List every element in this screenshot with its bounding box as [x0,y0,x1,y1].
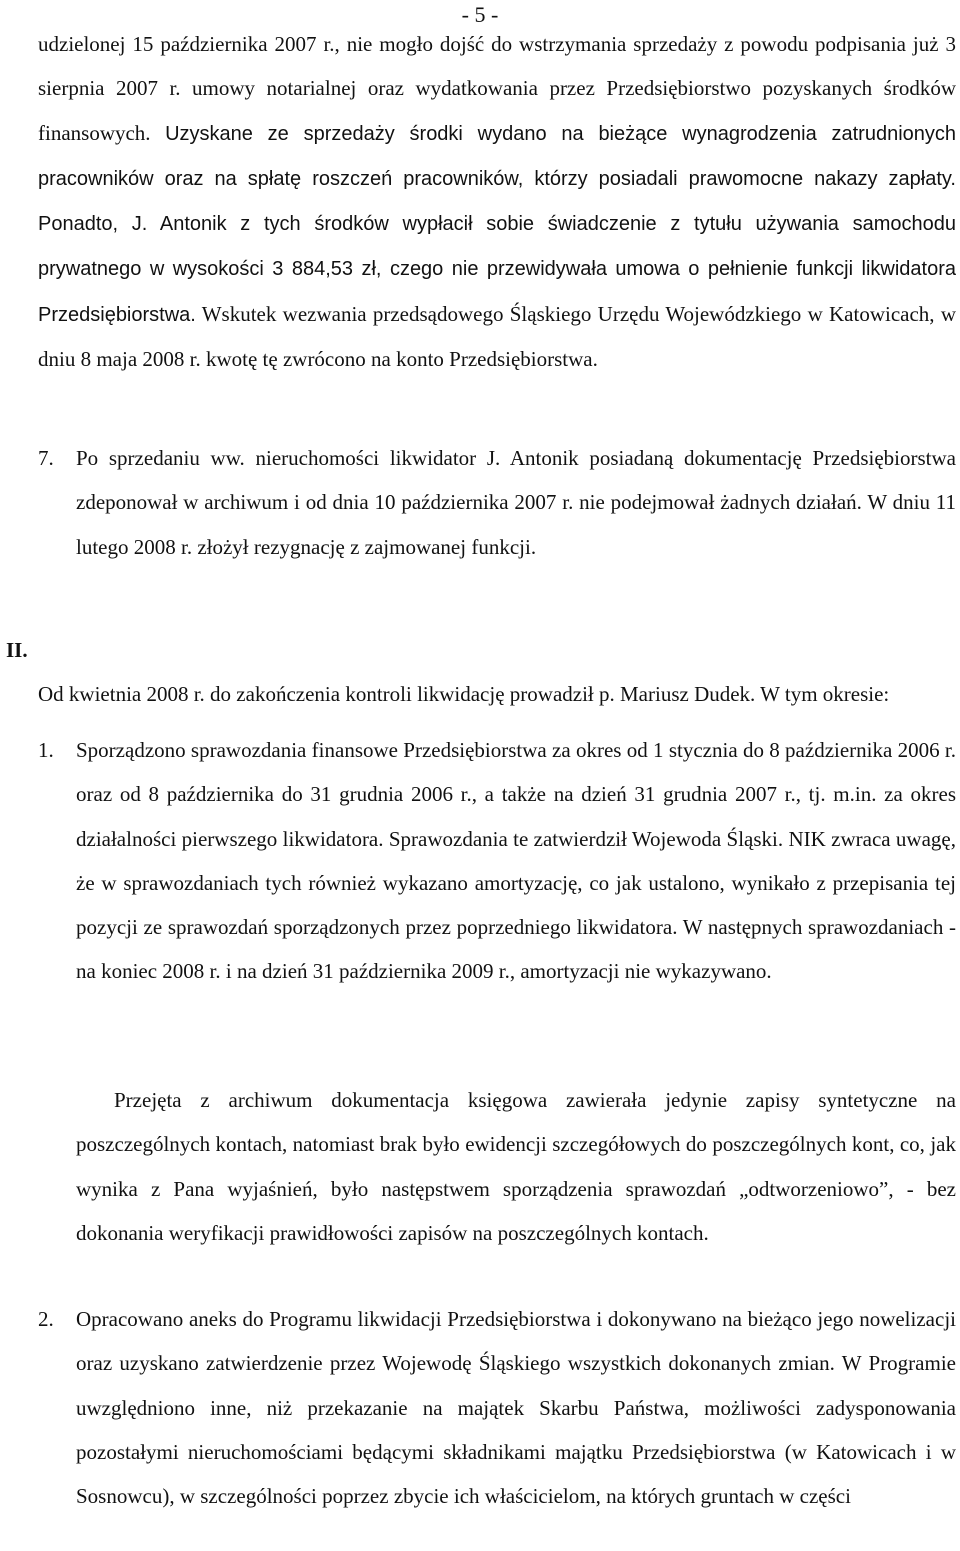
list-item-2 [38,1297,956,1518]
paragraph-archive: Przejęta z archiwum dokumentacja księgowa zawierała jedynie zapisy syntetyczne na poszczególnych kontach, natomiast brak było ewidencji szczegółowych do poszczególnych kont, co, jak wynika z Pana wyjaśnień, było następstwem sporządzenia sprawozdań „odtworzeniowo”, - bez dokonania weryfikacji prawidłowości zapisów na poszczególnych kontach. [76,1088,956,1245]
list-item-7 [38,436,956,569]
section-ii-body: Od kwietnia 2008 r. do zakończenia kontroli likwidację prowadził p. Mariusz Dudek. W tym okresie: [38,682,890,707]
item-number: 7. [38,446,54,470]
item-text: Opracowano aneks do Programu likwidacji Przedsiębiorstwa i dokonywano na bieżąco jego nowelizacji oraz uzyskano zatwierdzenie przez Wojewodę Śląskiego wszystkich dokonanych zmian. W Programie uwzględniono inne, niż przekazanie na majątek Skarbu Państwa, możliwości zadysponowania pozostałymi nieruchomościami będącymi składnikami majątku Przedsiębiorstwa (w Katowicach i w Sosnowcu), w szczególności poprzez zbycie ich właścicielom, na których gruntach w części [76,1307,956,1509]
paragraph-text: udzielonej 15 października 2007 r., nie mogło dojść do wstrzymania sprzedaży z powodu podpisania już 3 sierpnia 2007 r. umowy notarialnej oraz wydatkowania przez Przedsiębiorstwo pozyskanych środków finansowych. [38,32,956,145]
list-item-1 [38,728,956,994]
item-number: 2. [38,1307,54,1331]
paragraph-sale-funds [38,22,956,381]
item-text: Sporządzono sprawozdania finansowe Przedsiębiorstwa za okres od 1 stycznia do 8 października 2006 r. oraz od 8 października do 31 grudnia 2006 r., a także na dzień 31 grudnia 2007 r., tj. m.in. za okres działalności pierwszego likwidatora. Sprawozdania te zatwierdził Wojewoda Śląski. NIK zwraca uwagę, że w sprawozdaniach tych również wykazano amortyzację, co jak ustalono, wynikało z przepisania tej pozycji ze sprawozdań sporządzonych przez poprzedniego likwidatora. W następnych sprawozdaniach - na koniec 2008 r. i na dzień 31 października 2009 r., amortyzacji nie wykazywano. [76,738,956,984]
item-number: 1. [38,738,54,762]
section-ii-text [38,628,956,717]
paragraph-text-tail: Wskutek wezwania przedsądowego Śląskiego Urzędu Wojewódzkiego w Katowicach, w dniu 8 maja 2008 r. kwotę tę zwrócono na konto Przedsiębiorstwa. [38,301,956,372]
paragraph-text-sans: Uzyskane ze sprzedaży środki wydano na bieżące wynagrodzenia zatrudnionych pracowników oraz na spłatę roszczeń pracowników, którzy posiadali prawomocne nakazy zapłaty. Ponadto, J. Antonik z tych środków wypłacił sobie świadczenie z tytułu używania samochodu prywatnego w wysokości 3 884,53 zł, czego nie przewidywała umowa o pełnienie funkcji likwidatora Przedsiębiorstwa. [38,122,957,326]
section-number: II. [6,638,28,662]
item-text: Po sprzedaniu ww. nieruchomości likwidator J. Antonik posiadaną dokumentację Przedsiębiorstwa zdeponował w archiwum i od dnia 10 października 2007 r. nie podejmował żadnych działań. W dniu 11 lutego 2008 r. złożył rezygnację z zajmowanej funkcji. [76,446,956,559]
page-number: - 5 - [461,2,499,27]
